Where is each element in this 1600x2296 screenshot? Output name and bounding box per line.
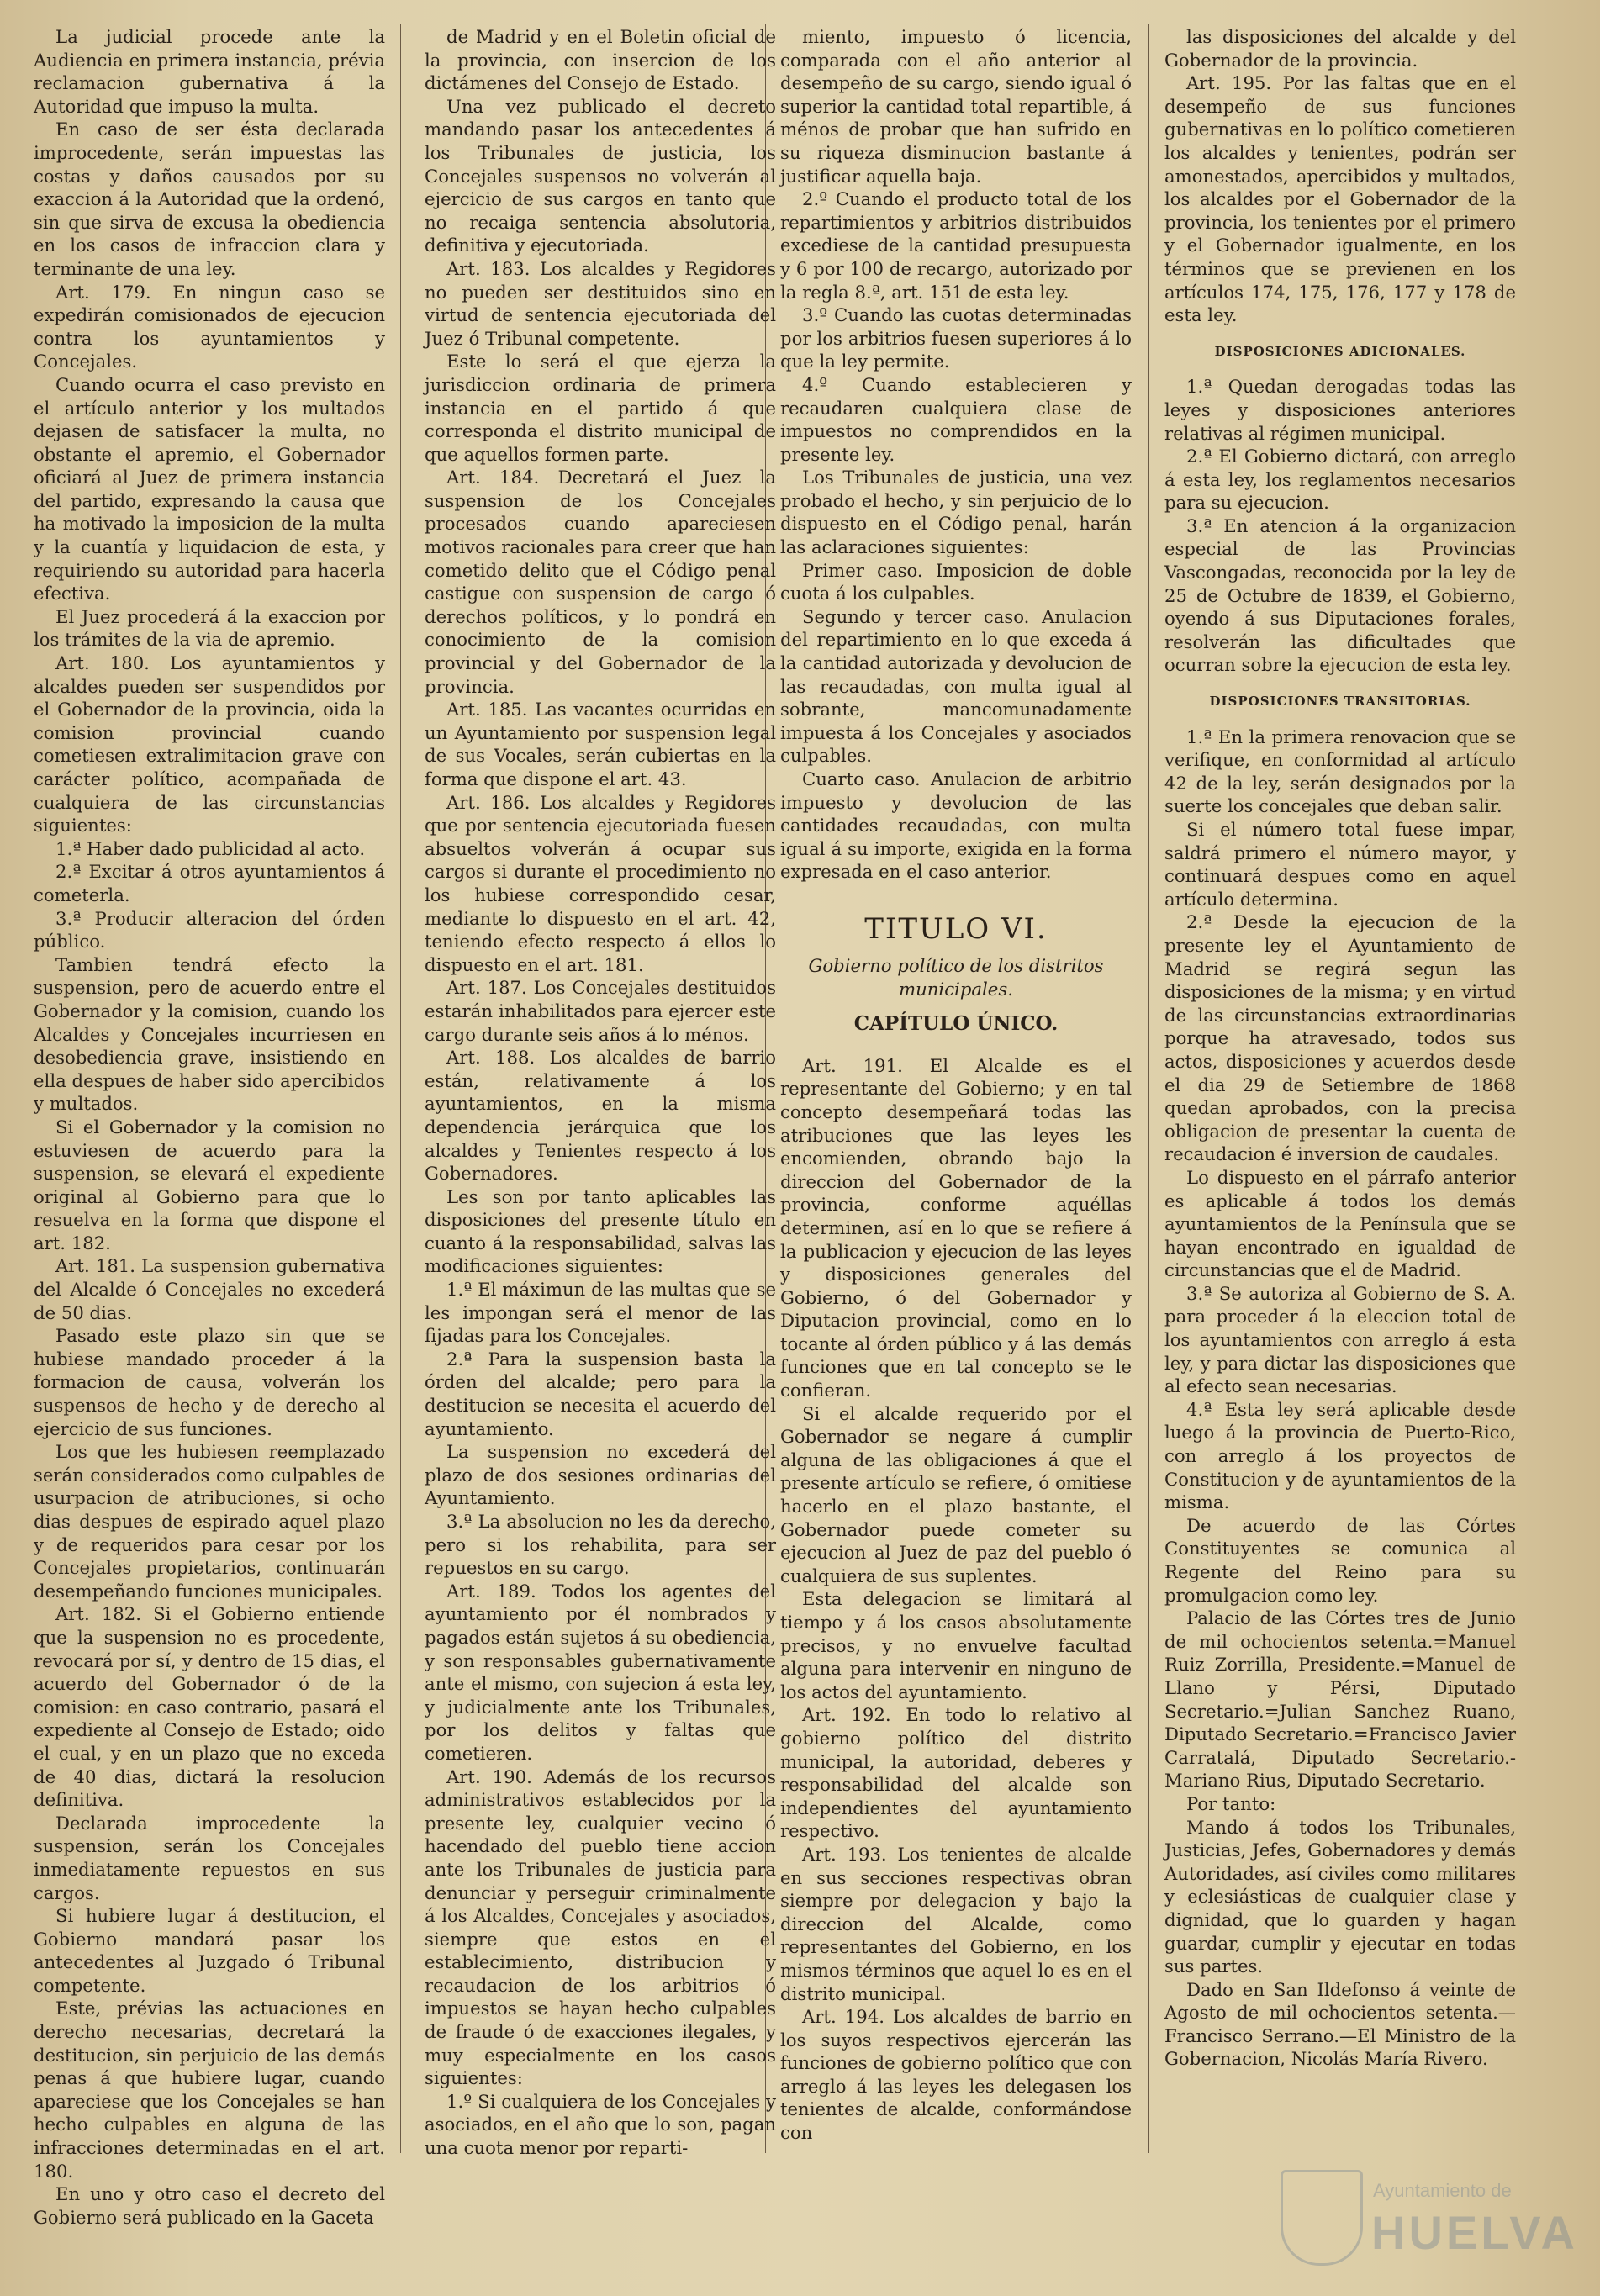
paragraph: Lo dispuesto en el párrafo anterior es aplicable á todos los demás ayuntamientos de la Península que se hayan encontrado en igualdad de circunstancias que el de Madrid. <box>1164 1166 1516 1281</box>
paragraph: Art. 181. La suspension gubernativa del Alcalde ó Concejales no excederá de 50 dias. <box>34 1255 385 1323</box>
section-heading: DISPOSICIONES ADICIONALES. <box>1214 343 1466 359</box>
paragraph: Art. 195. Por las faltas que en el desempeño de sus funciones gubernativas en lo político cometieren los alcaldes y tenientes, podrán ser amonestados, apercibidos y multados, los alcaldes por el Gobernador de la provincia, los tenientes por el primero y el Gobernador igualmente, en los términos que se previenen en los artículos 174, 175, 176, 177 y 178 de esta ley. <box>1164 72 1516 326</box>
watermark-top: Ayuntamiento de <box>1373 2180 1512 2201</box>
paragraph: 3.ª La absolucion no les da derecho, pero si los rehabilita, para ser repuestos en su cargo. <box>425 1511 776 1579</box>
text-column-2 <box>425 25 776 2161</box>
paragraph: La suspension no excederá del plazo de dos sesiones ordinarias del Ayuntamiento. <box>425 1441 776 1509</box>
paragraph: 3.º Cuando las cuotas determinadas por los arbitrios fuesen superiores á lo que la ley permite. <box>780 304 1132 372</box>
paragraph: Dado en San Ildefonso á veinte de Agosto de mil ochocientos setenta.—Francisco Serrano.—El Ministro de la Gobernacion, Nicolás María Rivero. <box>1164 1978 1516 2070</box>
paragraph: Art. 194. Los alcaldes de barrio en los suyos respectivos ejercerán las funciones de gobierno político que con arreglo á las leyes les delegasen los tenientes de alcalde, conformándose con <box>780 2006 1132 2144</box>
paragraph: Art. 193. Los tenientes de alcalde en sus secciones respectivas obran siempre por delegacion y bajo la direccion del Alcalde, como representantes del Gobierno, en los mismos términos que aquel lo es en el distrito municipal. <box>780 1843 1132 2004</box>
paragraph: En uno y otro caso el decreto del Gobierno será publicado en la Gaceta <box>34 2183 385 2228</box>
paragraph: Art. 184. Decretará el Juez la suspension de los Concejales procesados cuando apareciesen motivos racionales para creer que han cometido delito que el Código penal castigue con suspension de cargo ó derechos políticos, y lo pondrá en conocimiento de la comision provincial y del Gobernador de la provincia. <box>425 467 776 697</box>
paragraph: Les son por tanto aplicables las disposiciones del presente título en cuanto á la responsabilidad, salvas las modificaciones siguientes: <box>425 1185 776 1277</box>
text-column-4 <box>1164 25 1516 2161</box>
paragraph: 2.ª Desde la ejecucion de la presente ley el Ayuntamiento de Madrid se regirá segun las disposiciones de la misma; y en virtud de las circunstancias extraordinarias porque ha atravesado, todos sus actos, disposiciones y acuerdos desde el dia 29 de Setiembre de 1868 quedan aprobados, con la precisa obligacion de presentar la cuenta de recaudacion é inversion de caudales. <box>1164 911 1516 1165</box>
paragraph: 1.ª El máximun de las multas que se les impongan será el menor de las fijadas para los Concejales. <box>425 1279 776 1347</box>
paragraph: Art. 182. Si el Gobierno entiende que la suspension no es procedente, revocará por sí, y dentro de 15 dias, el acuerdo del Gobernador ó de la comision: en caso contrario, pasará el expediente al Consejo de Estado; oido el cual, y en un plazo que no exceda de 40 dias, dictará la resolucion definitiva. <box>34 1603 385 1811</box>
paragraph: Art. 185. Las vacantes ocurridas en un Ayuntamiento por suspension legal de sus Vocales, serán cubiertas en la forma que dispone el art. 43. <box>425 699 776 789</box>
section-heading: DISPOSICIONES TRANSITORIAS. <box>1209 694 1471 710</box>
paragraph: Tambien tendrá efecto la suspension, pero de acuerdo entre el Gobernador y la comision, cuando los Alcaldes y Concejales incurriesen en desobediencia grave, insistiendo en ella despues de haber sido apercibidos y multados. <box>34 953 385 1115</box>
title-subheading: Gobierno político de los distritos municipales. <box>808 954 1104 1000</box>
coat-of-arms-icon <box>1281 2170 1363 2266</box>
paragraph: Los Tribunales de justicia, una vez probado el hecho, y sin perjuicio de lo dispuesto en el Código penal, harán las aclaraciones siguientes: <box>780 467 1132 558</box>
paragraph: Art. 191. El Alcalde es el representante del Gobierno; y en tal concepto desempeñará todas las atribuciones que las leyes les encomienden, obrando bajo la direccion del Gobernador de la provincia, conforme aquéllas determinen, así en lo que se refiere á la publicacion y ejecucion de las leyes y disposiciones generales del Gobierno, ó del Gobernador y Diputacion provincial, como en lo tocante al órden público y á las demás funciones que en tal concepto se le confieran. <box>780 1054 1132 1401</box>
paragraph: 1.ª En la primera renovacion que se verifique, en conformidad al artículo 42 de la ley, serán designados por la suerte los concejales que deban salir. <box>1164 726 1516 817</box>
paragraph: Esta delegacion se limitará al tiempo y á los casos absolutamente precisos, y no envuelve facultad alguna para intervenir en ninguno de los actos del ayuntamiento. <box>780 1588 1132 1702</box>
paragraph: Art. 183. Los alcaldes y Regidores no pueden ser destituidos sino en virtud de sentencia ejecutoriada del Juez ó Tribunal competente. <box>425 257 776 349</box>
paragraph: Este, prévias las actuaciones en derecho necesarias, decretará la destitucion, sin perjuicio de las demás penas á que hubiere lugar, cuando apareciese que los Concejales se han hecho culpables en alguna de las infracciones determinadas en el art. 180. <box>34 1998 385 2182</box>
paragraph: Declarada improcedente la suspension, serán los Concejales inmediatamente repuestos en sus cargos. <box>34 1812 385 1903</box>
paragraph: Este lo será el que ejerza la jurisdiccion ordinaria de primera instancia en el partido á que corresponda el distrito municipal de que aquellos formen parte. <box>425 351 776 465</box>
paragraph: Palacio de las Córtes tres de Junio de mil ochocientos setenta.=Manuel Ruiz Zorrilla, Presidente.=Manuel de Llano y Pérsi, Diputado Secretario.=Julian Sanchez Ruano, Diputado Secretario.=Francisco Javier Carratalá, Diputado Secretario.-Mariano Rius, Diputado Secretario. <box>1164 1607 1516 1792</box>
paragraph: Art. 186. Los alcaldes y Regidores que por sentencia ejecutoriada fuesen absueltos volverán á ocupar sus cargos si durante el procedimiento no los hubiese correspondido cesar, mediante lo dispuesto en el art. 42, teniendo efecto respecto á ellos lo dispuesto en el art. 181. <box>425 791 776 975</box>
text-column-3 <box>780 25 1132 2161</box>
paragraph: miento, impuesto ó licencia, comparada con el año anterior al desempeño de su cargo, siendo igual ó superior la cantidad total repartible, á ménos de probar que han sufrido en su riqueza disminucion bastante á justificar aquella baja. <box>780 26 1132 187</box>
paragraph: Art. 189. Todos los agentes del ayuntamiento por él nombrados y pagados están sujetos á su obediencia, y son responsables gubernativamente ante el mismo, con sujecion á esta ley, y judicialmente ante los Tribunales, por los delitos y faltas que cometieren. <box>425 1580 776 1764</box>
paragraph: Una vez publicado el decreto mandando pasar los antecedentes á los Tribunales de justicia, los Concejales suspensos no volverán al ejercicio de sus cargos en tanto que no recaiga sentencia absolutoria, definitiva y ejecutoriada. <box>425 95 776 256</box>
paragraph: 2.º Cuando el producto total de los repartimientos y arbitrios distribuidos excediese de la cantidad presupuesta y 6 por 100 de recargo, autorizado por la regla 8.ª, art. 151 de esta ley. <box>780 188 1132 303</box>
paragraph: El Juez procederá á la exaccion por los trámites de la via de apremio. <box>34 605 385 651</box>
paragraph: Pasado este plazo sin que se hubiese mandado proceder á la formacion de causa, volverán los suspensos de hecho y de derecho al ejercicio de sus funciones. <box>34 1325 385 1439</box>
paragraph: Art. 179. En ningun caso se expedirán comisionados de ejecucion contra los ayuntamientos y Concejales. <box>34 281 385 372</box>
paragraph: Art. 190. Además de los recursos administrativos establecidos por la presente ley, cualquier vecino ó hacendado del pueblo tiene accion ante los Tribunales de justicia para denunciar y perseguir criminalmente á los Alcaldes, Concejales y asociados, siempre que estos en el establecimiento, distribucion y recaudacion de los arbitrios ó impuestos se hayan hecho culpables de fraude ó de exacciones ilegales, y muy especialmente en los casos siguientes: <box>425 1766 776 2089</box>
paragraph: Art. 188. Los alcaldes de barrio están, relativamente á los ayuntamientos, en la misma dependencia jerárquica que los alcaldes y Tenientes respecto á los Gobernadores. <box>425 1047 776 1185</box>
paragraph: Primer caso. Imposicion de doble cuota á los culpables. <box>780 559 1132 604</box>
title-heading: TITULO VI. <box>864 911 1048 946</box>
paragraph: Segundo y tercer caso. Anulacion del repartimiento en lo que exceda á la cantidad autorizada y devolucion de las recaudadas, con multa igual al sobrante, mancomunadamente impuesta á los Concejales y asociados culpables. <box>780 605 1132 767</box>
column-rule <box>400 24 401 2153</box>
paragraph: Cuarto caso. Anulacion de arbitrio impuesto y devolucion de las cantidades recaudadas, con multa igual á su importe, exigida en la forma expresada en el caso anterior. <box>780 768 1132 883</box>
paragraph: Si el número total fuese impar, saldrá primero el número mayor, y continuará despues como en aquel artículo determina. <box>1164 819 1516 910</box>
column-rule <box>1148 24 1149 2153</box>
paragraph: Art. 187. Los Concejales destituidos estarán inhabilitados para ejercer este cargo durante seis años á lo ménos. <box>425 977 776 1045</box>
paragraph: Art. 192. En todo lo relativo al gobierno político del distrito municipal, la autoridad, deberes y responsabilidad del alcalde son independientes del ayuntamiento respectivo. <box>780 1704 1132 1842</box>
paragraph: 2.ª Excitar á otros ayuntamientos á cometerla. <box>34 861 385 905</box>
paragraph: Los que les hubiesen reemplazado serán considerados como culpables de usurpacion de atribuciones, si ocho dias despues de espirado aquel plazo y de requeridos para cesar por los Concejales propietarios, continuarán desempeñando funciones municipales. <box>34 1441 385 1602</box>
paragraph: Art. 180. Los ayuntamientos y alcaldes pueden ser suspendidos por el Gobernador de la provincia, oida la comision provincial cuando cometiesen extralimitacion grave con carácter político, acompañada de cualquiera de las circunstancias siguientes: <box>34 652 385 837</box>
paragraph: las disposiciones del alcalde y del Gobernador de la provincia. <box>1164 26 1516 71</box>
paragraph: 1.ª Quedan derogadas todas las leyes y disposiciones anteriores relativas al régimen municipal. <box>1164 376 1516 444</box>
paragraph: La judicial procede ante la Audiencia en primera instancia, prévia reclamacion gubernativa á la Autoridad que impuso la multa. <box>34 26 385 117</box>
paragraph: 2.ª Para la suspension basta la órden del alcalde; pero para la destitucion se necesita el acuerdo del ayuntamiento. <box>425 1348 776 1439</box>
paragraph: 1.º Si cualquiera de los Concejales y asociados, en el año que lo son, pagan una cuota menor por reparti- <box>425 2090 776 2159</box>
paragraph: Mando á todos los Tribunales, Justicias, Jefes, Gobernadores y demás Autoridades, así civiles como militares y eclesiásticas de cualquier clase y dignidad, que lo guarden y hagan guardar, cumplir y ejecutar en todas sus partes. <box>1164 1816 1516 1977</box>
paragraph: 4.ª Esta ley será aplicable desde luego á la provincia de Puerto-Rico, con arreglo á los proyectos de Constitucion y de ayuntamientos de la misma. <box>1164 1398 1516 1513</box>
paragraph: Cuando ocurra el caso previsto en el artículo anterior y los multados dejasen de satisfacer la multa, no obstante el apremio, el Gobernador oficiará al Juez de primera instancia del partido, expresando la causa que ha motivado la imposicion de la multa y la cuantía y liquidacion de esta, y requiriendo su autoridad para hacerla efectiva. <box>34 373 385 604</box>
paragraph: 3.ª Se autoriza al Gobierno de S. A. para proceder á la eleccion total de los ayuntamientos con arreglo á esta ley, y para dictar las disposiciones que al efecto sean necesarias. <box>1164 1282 1516 1397</box>
paragraph: de Madrid y en el Boletin oficial de la provincia, con insercion de los dictámenes del Consejo de Estado. <box>425 26 776 94</box>
chapter-heading: CAPÍTULO ÚNICO. <box>853 1012 1059 1036</box>
paragraph: 1.ª Haber dado publicidad al acto. <box>55 837 366 859</box>
paragraph: Si el alcalde requerido por el Gobernador se negare á cumplir alguna de las obligaciones á que el presente artículo se refiere, ó omitiese hacerlo en el plazo bastante, el Gobernador puede cometer su ejecucion al Juez de paz del pueblo ó cualquiera de sus suplentes. <box>780 1402 1132 1586</box>
watermark-main: HUELVA <box>1371 2206 1578 2259</box>
paragraph: 3.ª Producir alteracion del órden público. <box>34 907 385 953</box>
paragraph: En caso de ser ésta declarada improcedente, serán impuestas las costas y daños causados por su exaccion á la Autoridad que la ordenó, sin que sirva de excusa la obediencia en los casos de infraccion clara y terminante de una ley. <box>34 119 385 279</box>
paragraph: 2.ª El Gobierno dictará, con arreglo á esta ley, los reglamentos necesarios para su ejecucion. <box>1164 446 1516 514</box>
text-column-1 <box>34 25 385 2228</box>
paragraph: Si el Gobernador y la comision no estuviesen de acuerdo para la suspension, se elevará el expediente original al Gobierno para que lo resuelva en la forma que dispone el art. 182. <box>34 1116 385 1254</box>
archive-watermark <box>1281 2165 1578 2266</box>
paragraph: Si hubiere lugar á destitucion, el Gobierno mandará pasar los antecedentes al Juzgado ó Tribunal competente. <box>34 1905 385 1996</box>
paragraph: 3.ª En atencion á la organizacion especial de las Provincias Vascongadas, reconocida por la ley de 25 de Octubre de 1839, el Gobierno, oyendo á sus Diputaciones forales, resolverán las dificultades que ocurran sobre la ejecucion de esta ley. <box>1164 515 1516 676</box>
paragraph: De acuerdo de las Córtes Constituyentes se comunica al Regente del Reino para su promulgacion como ley. <box>1164 1514 1516 1606</box>
paragraph: 4.º Cuando establecieren y recaudaren cualquiera clase de impuestos no comprendidos en la presente ley. <box>780 373 1132 465</box>
paragraph: Por tanto: <box>1186 1792 1276 1814</box>
